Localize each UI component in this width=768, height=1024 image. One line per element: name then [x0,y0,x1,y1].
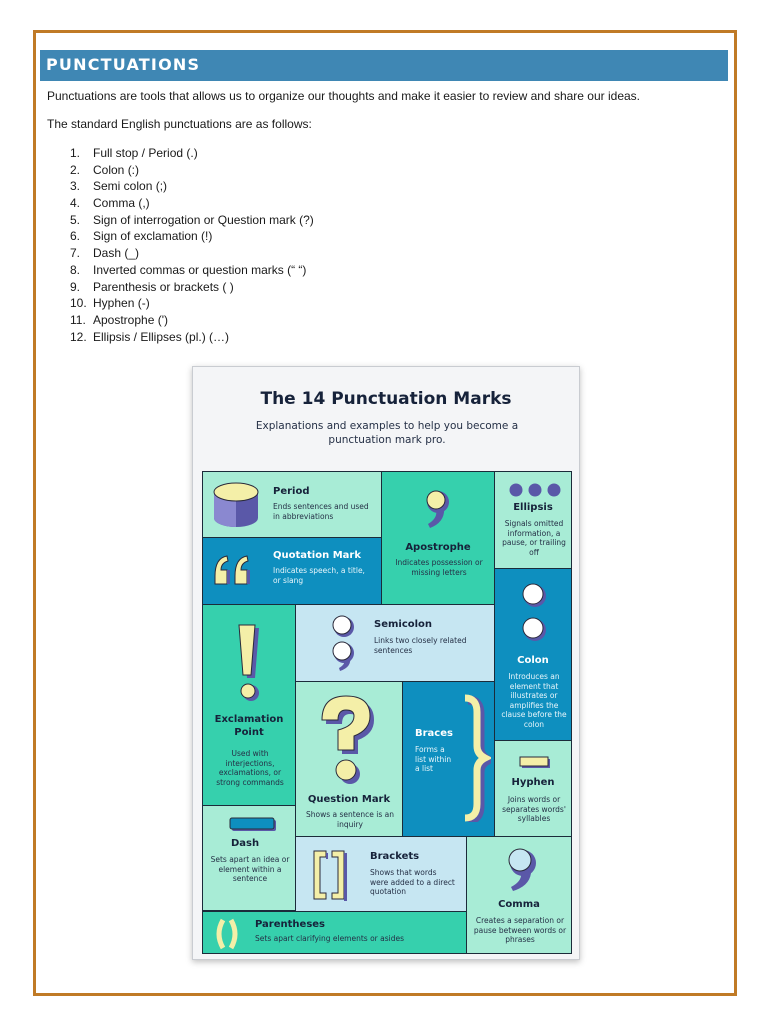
list-item-text: Apostrophe (') [93,312,168,327]
list-item [70,178,314,195]
list-item-number: 9. [70,279,81,294]
intro-paragraph: Punctuations are tools that allows us to organize our thoughts and make it easier to review and share our ideas. [47,89,641,103]
list-item-number: 6. [70,229,81,244]
parentheses-card [202,911,467,954]
list-item-text: Comma (,) [93,196,150,211]
semicolon-description: Links two closely related sentences [374,636,467,655]
question-mark-description: Shows a sentence is an inquiry [306,810,394,829]
question-mark-icon [314,692,380,788]
list-item [70,195,314,212]
braces-title: Braces [415,728,453,739]
quotation-mark-description: Indicates speech, a title, or slang [273,566,365,585]
list-item-text: Ellipsis / Ellipses (pl.) (…) [93,329,230,344]
list-item-text: Full stop / Period (.) [93,146,198,160]
semicolon-title: Semicolon [374,619,433,630]
list-item-text: Sign of exclamation (!) [93,229,213,244]
list-item-text: Sign of interrogation or Question mark (?) [93,212,314,227]
list-item-number: 12. [70,329,87,344]
list-item-number: 4. [70,196,81,211]
colon-description: Introduces an element that illustrates or amplifies the clause before the colon [501,672,567,729]
list-item [70,279,314,296]
braces-card [402,681,495,837]
list-item-number: 7. [70,246,81,261]
brackets-description: Shows that words were added to a direct quotation [370,868,455,896]
list-item-number: 10. [70,296,87,311]
apostrophe-icon [420,488,456,532]
list-item [70,295,314,312]
quotation-mark-title: Quotation Mark [273,550,361,561]
dash-description: Sets apart an idea or element within a sentence [210,855,290,883]
list-item-text: Colon (:) [93,162,140,177]
list-item [70,212,314,229]
list-item-text: Hyphen (-) [93,296,150,311]
brackets-icon [310,847,350,903]
hyphen-card [494,740,572,837]
parentheses-description: Sets apart clarifying elements or asides [255,934,405,943]
comma-card [466,836,572,954]
semicolon-icon [330,615,358,673]
apostrophe-card [381,471,495,605]
semicolon-card [295,604,495,682]
list-item [70,312,314,329]
brackets-title: Brackets [370,851,420,862]
braces-description: Forms a list within a list [415,745,452,773]
punctuation-list [70,145,314,345]
braces-icon [457,694,491,822]
list-item [70,145,314,162]
period-card [202,471,382,538]
ellipsis-icon [509,482,561,498]
ellipsis-card [494,471,572,569]
question-mark-title: Question Mark [307,794,391,805]
period-title: Period [273,486,310,497]
hyphen-description: Joins words or separates words' syllables [502,795,566,823]
dash-icon [229,816,277,832]
colon-title: Colon [517,655,549,666]
exclamation-point-description: Used with interjections, exclamations, or strong commands [216,749,284,787]
parentheses-icon [213,918,241,950]
quotation-mark-icon [211,552,257,592]
section-title: PUNCTUATIONS [40,50,728,81]
infographic-subtitle: Explanations and examples to help you become a punctuation mark pro. [255,420,519,446]
list-item-number: 1. [70,146,81,160]
comma-icon [501,847,541,895]
ellipsis-title: Ellipsis [513,502,553,513]
colon-icon [519,581,549,645]
list-item-text: Inverted commas or question marks (“ “) [93,262,307,277]
list-item [70,228,314,245]
apostrophe-description: Indicates possession or missing letters [395,558,483,577]
exclamation-point-card [202,604,296,806]
brackets-card [295,836,467,912]
comma-title: Comma [498,899,540,910]
comma-description: Creates a separation or pause between words or phrases [473,916,567,944]
colon-card [494,568,572,741]
hyphen-icon [519,755,551,769]
list-item [70,162,314,179]
list-lead-text: The standard English punctuations are as follows: [47,117,312,131]
list-item-number: 8. [70,262,81,277]
period-icon [210,480,264,530]
apostrophe-title: Apostrophe [405,542,471,553]
list-item-text: Parenthesis or brackets ( ) [93,279,234,294]
list-item-number: 3. [70,179,81,194]
list-item [70,262,314,279]
list-item [70,245,314,262]
list-item-number: 5. [70,212,81,227]
quotation-mark-card [202,537,382,605]
exclamation-point-icon [231,623,267,705]
list-item-text: Semi colon (;) [93,179,168,194]
ellipsis-description: Signals omitted information, a pause, or trailing off [502,519,566,557]
dash-card [202,805,296,911]
parentheses-title: Parentheses [255,919,326,930]
dash-title: Dash [231,838,260,849]
infographic-title: The 14 Punctuation Marks [260,389,512,409]
period-description: Ends sentences and used in abbreviations [273,502,369,521]
list-item-text: Dash (_) [93,246,140,261]
question-mark-card [295,681,403,837]
list-item-number: 2. [70,162,81,177]
list-item [70,329,314,346]
hyphen-title: Hyphen [511,777,555,788]
punctuation-infographic [192,366,580,960]
list-item-number: 11. [70,312,86,327]
exclamation-point-title: Exclamation Point [214,714,284,738]
